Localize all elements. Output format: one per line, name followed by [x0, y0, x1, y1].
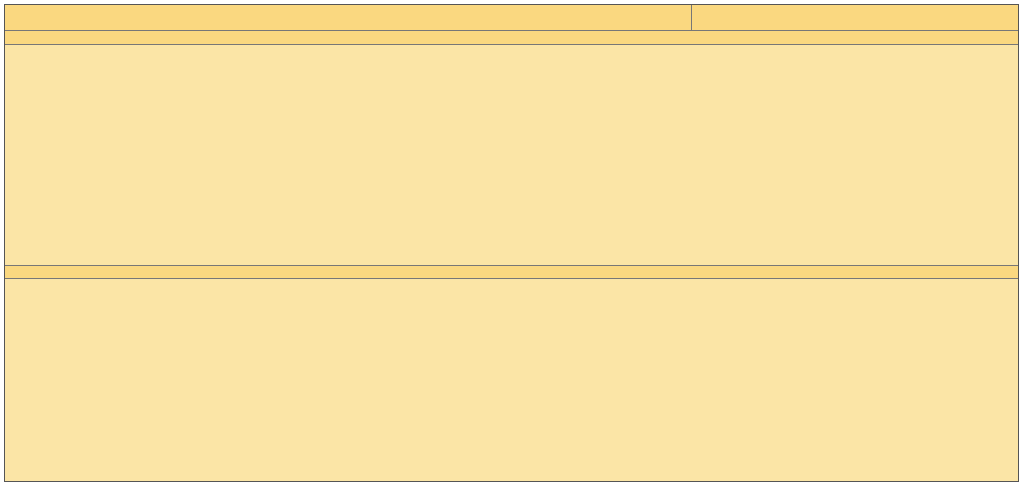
current-losses-title: [5, 31, 1018, 45]
running-total-title: [5, 265, 1018, 279]
main-title: [5, 5, 692, 31]
flotilla-title: [692, 5, 1018, 31]
spreadsheet: [4, 4, 1019, 482]
